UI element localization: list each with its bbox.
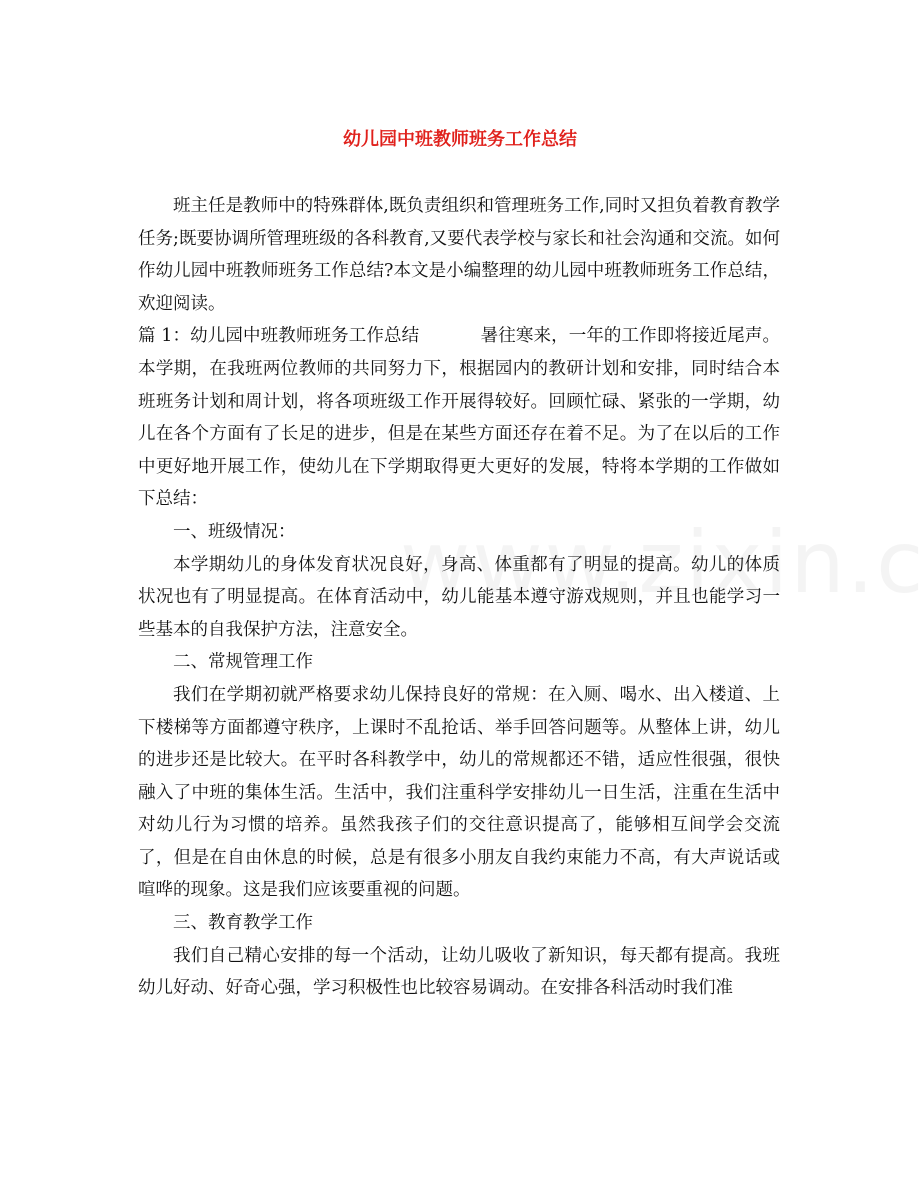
page-title: 幼儿园中班教师班务工作总结 xyxy=(343,129,577,150)
section2-paragraph: 我们在学期初就严格要求幼儿保持良好的常规：在入厕、喝水、出入楼道、上下楼梯等方面都遵守秩序，上课时不乱抢话、举手回答问题等。从整体上讲，幼儿的进步还是比较大。在平时各科教学中，幼儿的常规都还不错，适应性很强，很快融入了中班的集体生活。生活中，我们注重科学安排幼儿一日生活，注重在生活中对幼儿行为习惯的培养。虽然我孩子们的交往意识提高了，能够相互间学会交流了，但是在自由休息的时候，总是有很多小朋友自我约束能力不高，有大声说话或喧哗的现象。这是我们应该要重视的问题。 xyxy=(138,684,780,901)
article-paragraph xyxy=(138,320,780,516)
section3-paragraph: 我们自己精心安排的每一个活动，让幼儿吸收了新知识，每天都有提高。我班幼儿好动、好奇心强，学习积极性也比较容易调动。在安排各科活动时我们准 xyxy=(138,945,780,999)
intro-paragraph: 班主任是教师中的特殊群体,既负责组织和管理班务工作,同时又担负着教育教学任务;既要协调所管理班级的各科教育,又要代表学校与家长和社会沟通和交流。如何作幼儿园中班教师班务工作总结?本文是小编整理的幼儿园中班教师班务工作总结，欢迎阅读。 xyxy=(138,196,780,314)
section2-heading: 二、常规管理工作 xyxy=(173,652,313,673)
article-label: 篇 1：幼儿园中班教师班务工作总结 xyxy=(138,326,420,347)
section3-heading: 三、教育教学工作 xyxy=(173,913,313,934)
section1-paragraph: 本学期幼儿的身体发育状况良好，身高、体重都有了明显的提高。幼儿的体质状况也有了明显提高。在体育活动中，幼儿能基本遵守游戏规则，并且也能学习一些基本的自我保护方法，注意安全。 xyxy=(138,554,780,640)
document-body xyxy=(138,190,780,1005)
article-opening: 暑往寒来，一年的工作即将接近尾声。本学期，在我班两位教师的共同努力下，根据园内的教研计划和安排，同时结合本班班务计划和周计划，将各项班级工作开展得较好。回顾忙碌、紧张的一学期，幼儿在各个方面有了长足的进步，但是在某些方面还存在着不足。为了在以后的工作中更好地开展工作，使幼儿在下学期取得更大更好的发展，特将本学期的工作做如下总结： xyxy=(138,326,781,510)
section1-heading: 一、班级情况： xyxy=(173,521,296,542)
